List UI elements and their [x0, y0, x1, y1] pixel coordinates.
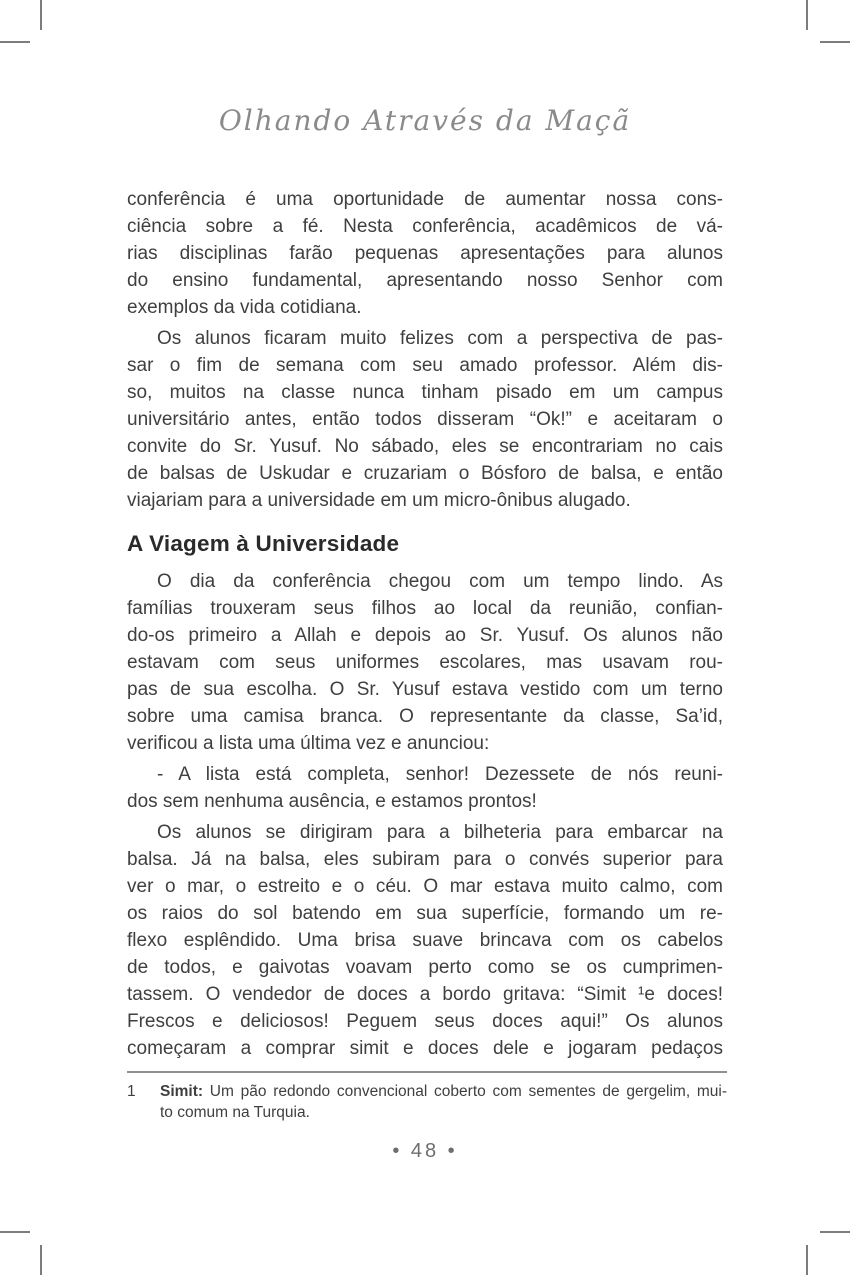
crop-mark-top-left-vertical — [40, 0, 42, 30]
text-line: ver o mar, o estreito e o céu. O mar estava muito calmo, com — [127, 876, 723, 897]
paragraph — [127, 819, 723, 1062]
crop-mark-top-right-vertical — [806, 0, 808, 30]
text-line: tassem. O vendedor de doces a bordo gritava: “Simit ¹e doces! — [127, 984, 723, 1005]
page-number: • 48 • — [392, 1140, 458, 1162]
text-line: verificou a lista uma última vez e anunciou: — [127, 733, 490, 754]
crop-mark-bottom-right-horizontal — [820, 1231, 850, 1233]
text-line: de todos, e gaivotas voavam perto como se os cumprimen- — [127, 957, 723, 978]
footnote-term: Simit: — [160, 1082, 204, 1100]
text-line: flexo esplêndido. Uma brisa suave brincava com os cabelos — [127, 930, 723, 951]
crop-mark-bottom-left-vertical — [40, 1245, 42, 1275]
text-line: so, muitos na classe nunca tinham pisado em um campus — [127, 382, 723, 403]
crop-mark-top-left-horizontal — [0, 41, 30, 43]
text-line: os raios do sol batendo em sua superfície, formando um re- — [127, 903, 723, 924]
text-line: O dia da conferência chegou com um tempo lindo. As — [157, 571, 723, 592]
paragraph — [127, 568, 723, 757]
text-line: Frescos e deliciosos! Peguem seus doces aqui!” Os alunos — [127, 1011, 723, 1032]
body-text-column — [127, 186, 723, 1066]
text-line: Os alunos se dirigiram para a bilheteria para embarcar na — [157, 822, 723, 843]
text-line: estavam com seus uniformes escolares, mas usavam rou- — [127, 652, 723, 673]
text-line: do ensino fundamental, apresentando nosso Senhor com — [127, 270, 723, 291]
text-line: ciência sobre a fé. Nesta conferência, acadêmicos de vá- — [127, 216, 723, 237]
text-line: dos sem nenhuma ausência, e estamos prontos! — [127, 791, 537, 812]
text-line: - A lista está completa, senhor! Dezessete de nós reuni- — [157, 764, 723, 785]
running-header-title: Olhando Através da Maçã — [218, 104, 632, 137]
footnote-text: Um pão redondo convencional coberto com sementes de gergelim, mui- — [209, 1082, 727, 1100]
text-line: começaram a comprar simit e doces dele e jogaram pedaços — [127, 1038, 723, 1059]
text-line: Os alunos ficaram muito felizes com a perspectiva de pas- — [157, 328, 723, 349]
text-line: conferência é uma oportunidade de aumentar nossa cons- — [127, 189, 723, 210]
paragraph — [127, 761, 723, 815]
text-line: do-os primeiro a Allah e depois ao Sr. Yusuf. Os alunos não — [127, 625, 723, 646]
text-line: de balsas de Uskudar e cruzariam o Bósforo de balsa, e então — [127, 463, 723, 484]
text-line: universitário antes, então todos disseram “Ok!” e aceitaram o — [127, 409, 723, 430]
text-line: exemplos da vida cotidiana. — [127, 297, 362, 318]
text-line: famílias trouxeram seus filhos ao local da reunião, confian- — [127, 598, 723, 619]
footnote-marker: 1 — [127, 1082, 136, 1100]
text-line: balsa. Já na balsa, eles subiram para o convés superior para — [127, 849, 723, 870]
text-line: rias disciplinas farão pequenas apresentações para alunos — [127, 243, 723, 264]
crop-mark-bottom-left-horizontal — [0, 1231, 30, 1233]
footnote-block — [127, 1071, 727, 1123]
text-line: viajariam para a universidade em um micro-ônibus alugado. — [127, 490, 631, 511]
footnote-divider — [127, 1071, 727, 1073]
text-line: sar o fim de semana com seu amado professor. Além dis- — [127, 355, 723, 376]
paragraph — [127, 325, 723, 514]
text-line: sobre uma camisa branca. O representante da classe, Sa’id, — [127, 706, 723, 727]
section-heading: A Viagem à Universidade — [127, 531, 400, 556]
footnote — [127, 1081, 727, 1123]
footnote-line: to comum na Turquia. — [160, 1103, 310, 1121]
text-line: pas de sua escolha. O Sr. Yusuf estava vestido com um terno — [127, 679, 723, 700]
paragraph — [127, 186, 723, 321]
crop-mark-bottom-right-vertical — [806, 1245, 808, 1275]
footnote-line — [160, 1081, 727, 1102]
crop-mark-top-right-horizontal — [820, 41, 850, 43]
text-line: convite do Sr. Yusuf. No sábado, eles se encontrariam no cais — [127, 436, 723, 457]
